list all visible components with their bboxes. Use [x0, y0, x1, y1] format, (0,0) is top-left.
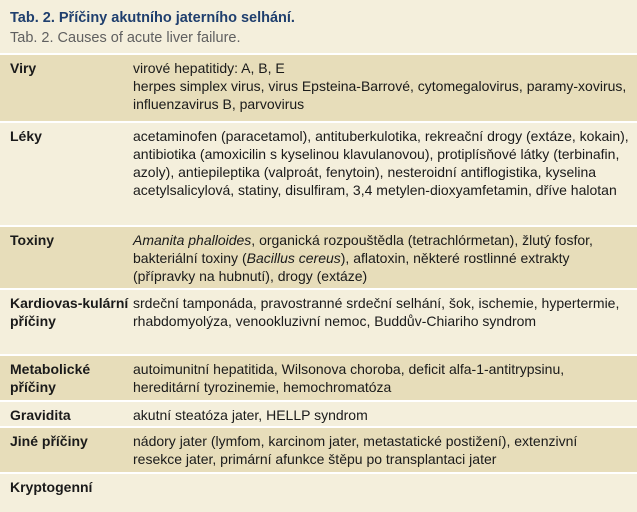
category-items — [133, 55, 637, 121]
italic-species: Bacillus cereus — [246, 250, 341, 266]
table-header — [0, 0, 637, 53]
item-line: akutní steatóza jater, HELLP syndrom — [133, 407, 368, 423]
category-label: Toxiny — [10, 232, 55, 248]
category-items — [133, 356, 637, 400]
item-line — [133, 231, 629, 285]
table-row-leky — [0, 121, 637, 225]
category-items — [133, 402, 637, 426]
category-label: Jiné příčiny — [10, 433, 88, 449]
table-title: Tab. 2. Příčiny akutního jaterního selhání. — [10, 10, 295, 26]
category-label: Viry — [10, 60, 37, 76]
table-row-viry — [0, 53, 637, 121]
italic-species: Amanita phalloides — [133, 232, 252, 248]
item-line: acetaminofen (paracetamol), antituberkulotika, rekreační drogy (extáze, kokain), antibiotika (amoxicilin s kyselinou klavulanovou), protiplísňové látky (terbinafin, azoly), antiepileptika (valproát, fenytoin), nesteroidní antiflogistika, kyselina acetylsalicylová, statiny, disulfiram, 3,4 metylen-dioxyamfetamin, dříve halotan — [133, 128, 629, 198]
table-row-gravidita — [0, 400, 637, 426]
category-items — [133, 227, 637, 288]
category-items — [133, 428, 637, 472]
item-line: srdeční tamponáda, pravostranné srdeční selhání, šok, ischemie, hypertermie, rhabdomyolýza, venookluzivní nemoc, Buddův-Chiariho syndrom — [133, 295, 620, 329]
category-label: Gravidita — [10, 407, 71, 423]
table-row-jine — [0, 426, 637, 472]
table-row-toxiny — [0, 225, 637, 288]
item-line: nádory jater (lymfom, karcinom jater, metastatické postižení), extenzivní resekce jater, primární afunkce štěpu po transplantaci jater — [133, 433, 578, 467]
category-label: Kryptogenní — [10, 479, 93, 495]
category-label: Kardiovas-kulární příčiny — [10, 295, 129, 329]
table-row-kardiovaskularni — [0, 288, 637, 354]
category-items — [133, 474, 637, 502]
item-line: herpes simplex virus, virus Epsteina-Barrové, cytomegalovirus, paramy-xovirus, influenzavirus B, parvovirus — [133, 78, 627, 112]
item-line: autoimunitní hepatitida, Wilsonova choroba, deficit alfa-1-antitrypsinu, hereditární tyrozinemie, hemochromatóza — [133, 361, 565, 395]
text-segment: ), aflatoxin, některé rostlinné extrakty (přípravky na hubnutí), drogy (extáze) — [133, 250, 570, 284]
category-items — [133, 123, 637, 225]
table-row-kryptogenni — [0, 472, 637, 502]
text-segment: , organická rozpouštědla (tetrachlórmetan), žlutý fosfor, bakteriální toxiny ( — [133, 232, 593, 266]
category-items — [133, 290, 637, 354]
category-label: Léky — [10, 128, 42, 144]
table-row-metabolicke — [0, 354, 637, 400]
category-label: Metabolické příčiny — [10, 361, 91, 395]
table-subtitle: Tab. 2. Causes of acute liver failure. — [10, 30, 241, 46]
item-line: virové hepatitidy: A, B, E — [133, 60, 285, 76]
